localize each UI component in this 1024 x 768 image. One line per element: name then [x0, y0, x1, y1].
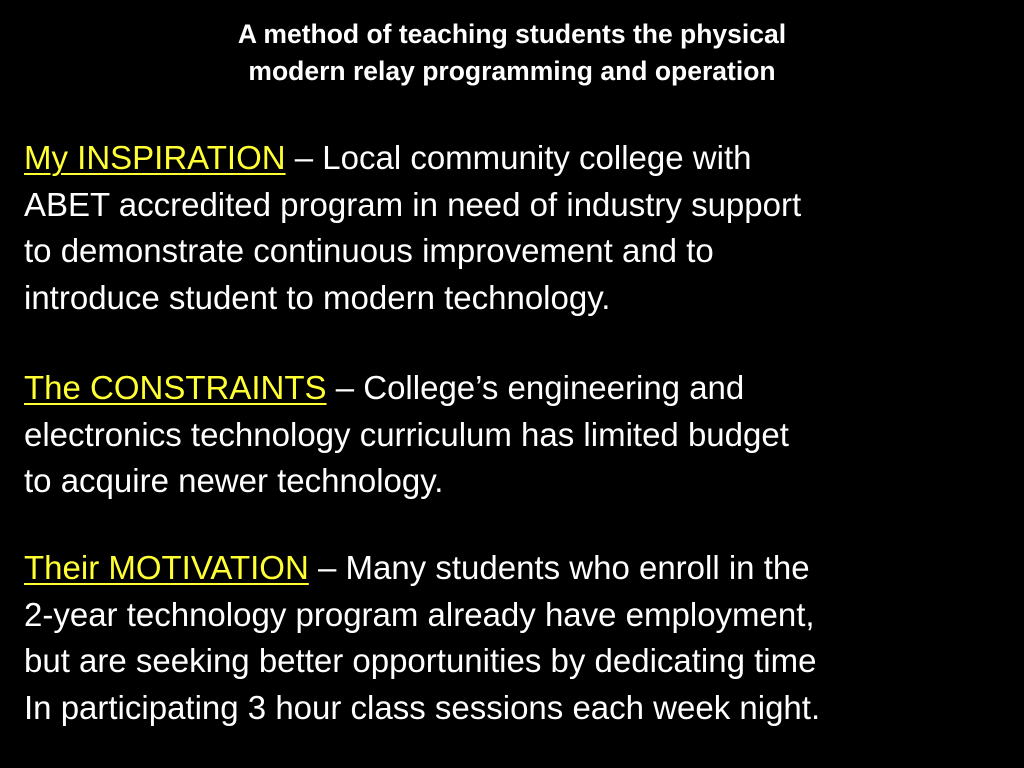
section-motivation-text-3: but are seeking better opportunities by dedicating time: [24, 642, 817, 679]
section-inspiration-heading: My INSPIRATION: [24, 139, 286, 176]
section-inspiration-first-line: [24, 135, 1004, 182]
section-motivation: [24, 545, 1004, 731]
section-motivation-text-2: 2-year technology program already have employment,: [24, 595, 815, 633]
section-constraints: [24, 365, 1004, 505]
section-inspiration-text-2: ABET accredited program in need of industry support: [24, 185, 802, 223]
section-constraints-heading: The CONSTRAINTS: [24, 369, 327, 406]
section-inspiration-text-4: introduce student to modern technology.: [24, 278, 611, 316]
slide-title: [0, 16, 1024, 90]
section-motivation-heading: Their MOTIVATION: [24, 549, 309, 586]
section-constraints-text-2: electronics technology curriculum has limited budget: [24, 415, 789, 453]
section-inspiration: [24, 135, 1004, 321]
section-motivation-text-1: – Many students who enroll in the: [308, 549, 810, 586]
section-constraints-text-1: – College’s engineering and: [326, 369, 745, 406]
section-motivation-first-line: [24, 545, 1004, 592]
slide-title-line-2: modern relay programming and operation: [248, 56, 776, 86]
section-inspiration-text-1: – Local community college with: [285, 139, 752, 176]
section-constraints-first-line: [24, 365, 1004, 412]
slide-title-line-1: A method of teaching students the physical: [237, 19, 787, 49]
section-inspiration-text-3: to demonstrate continuous improvement and to: [24, 232, 714, 269]
section-motivation-text-4: In participating 3 hour class sessions each week night.: [24, 688, 821, 726]
section-constraints-text-3: to acquire newer technology.: [24, 462, 444, 499]
